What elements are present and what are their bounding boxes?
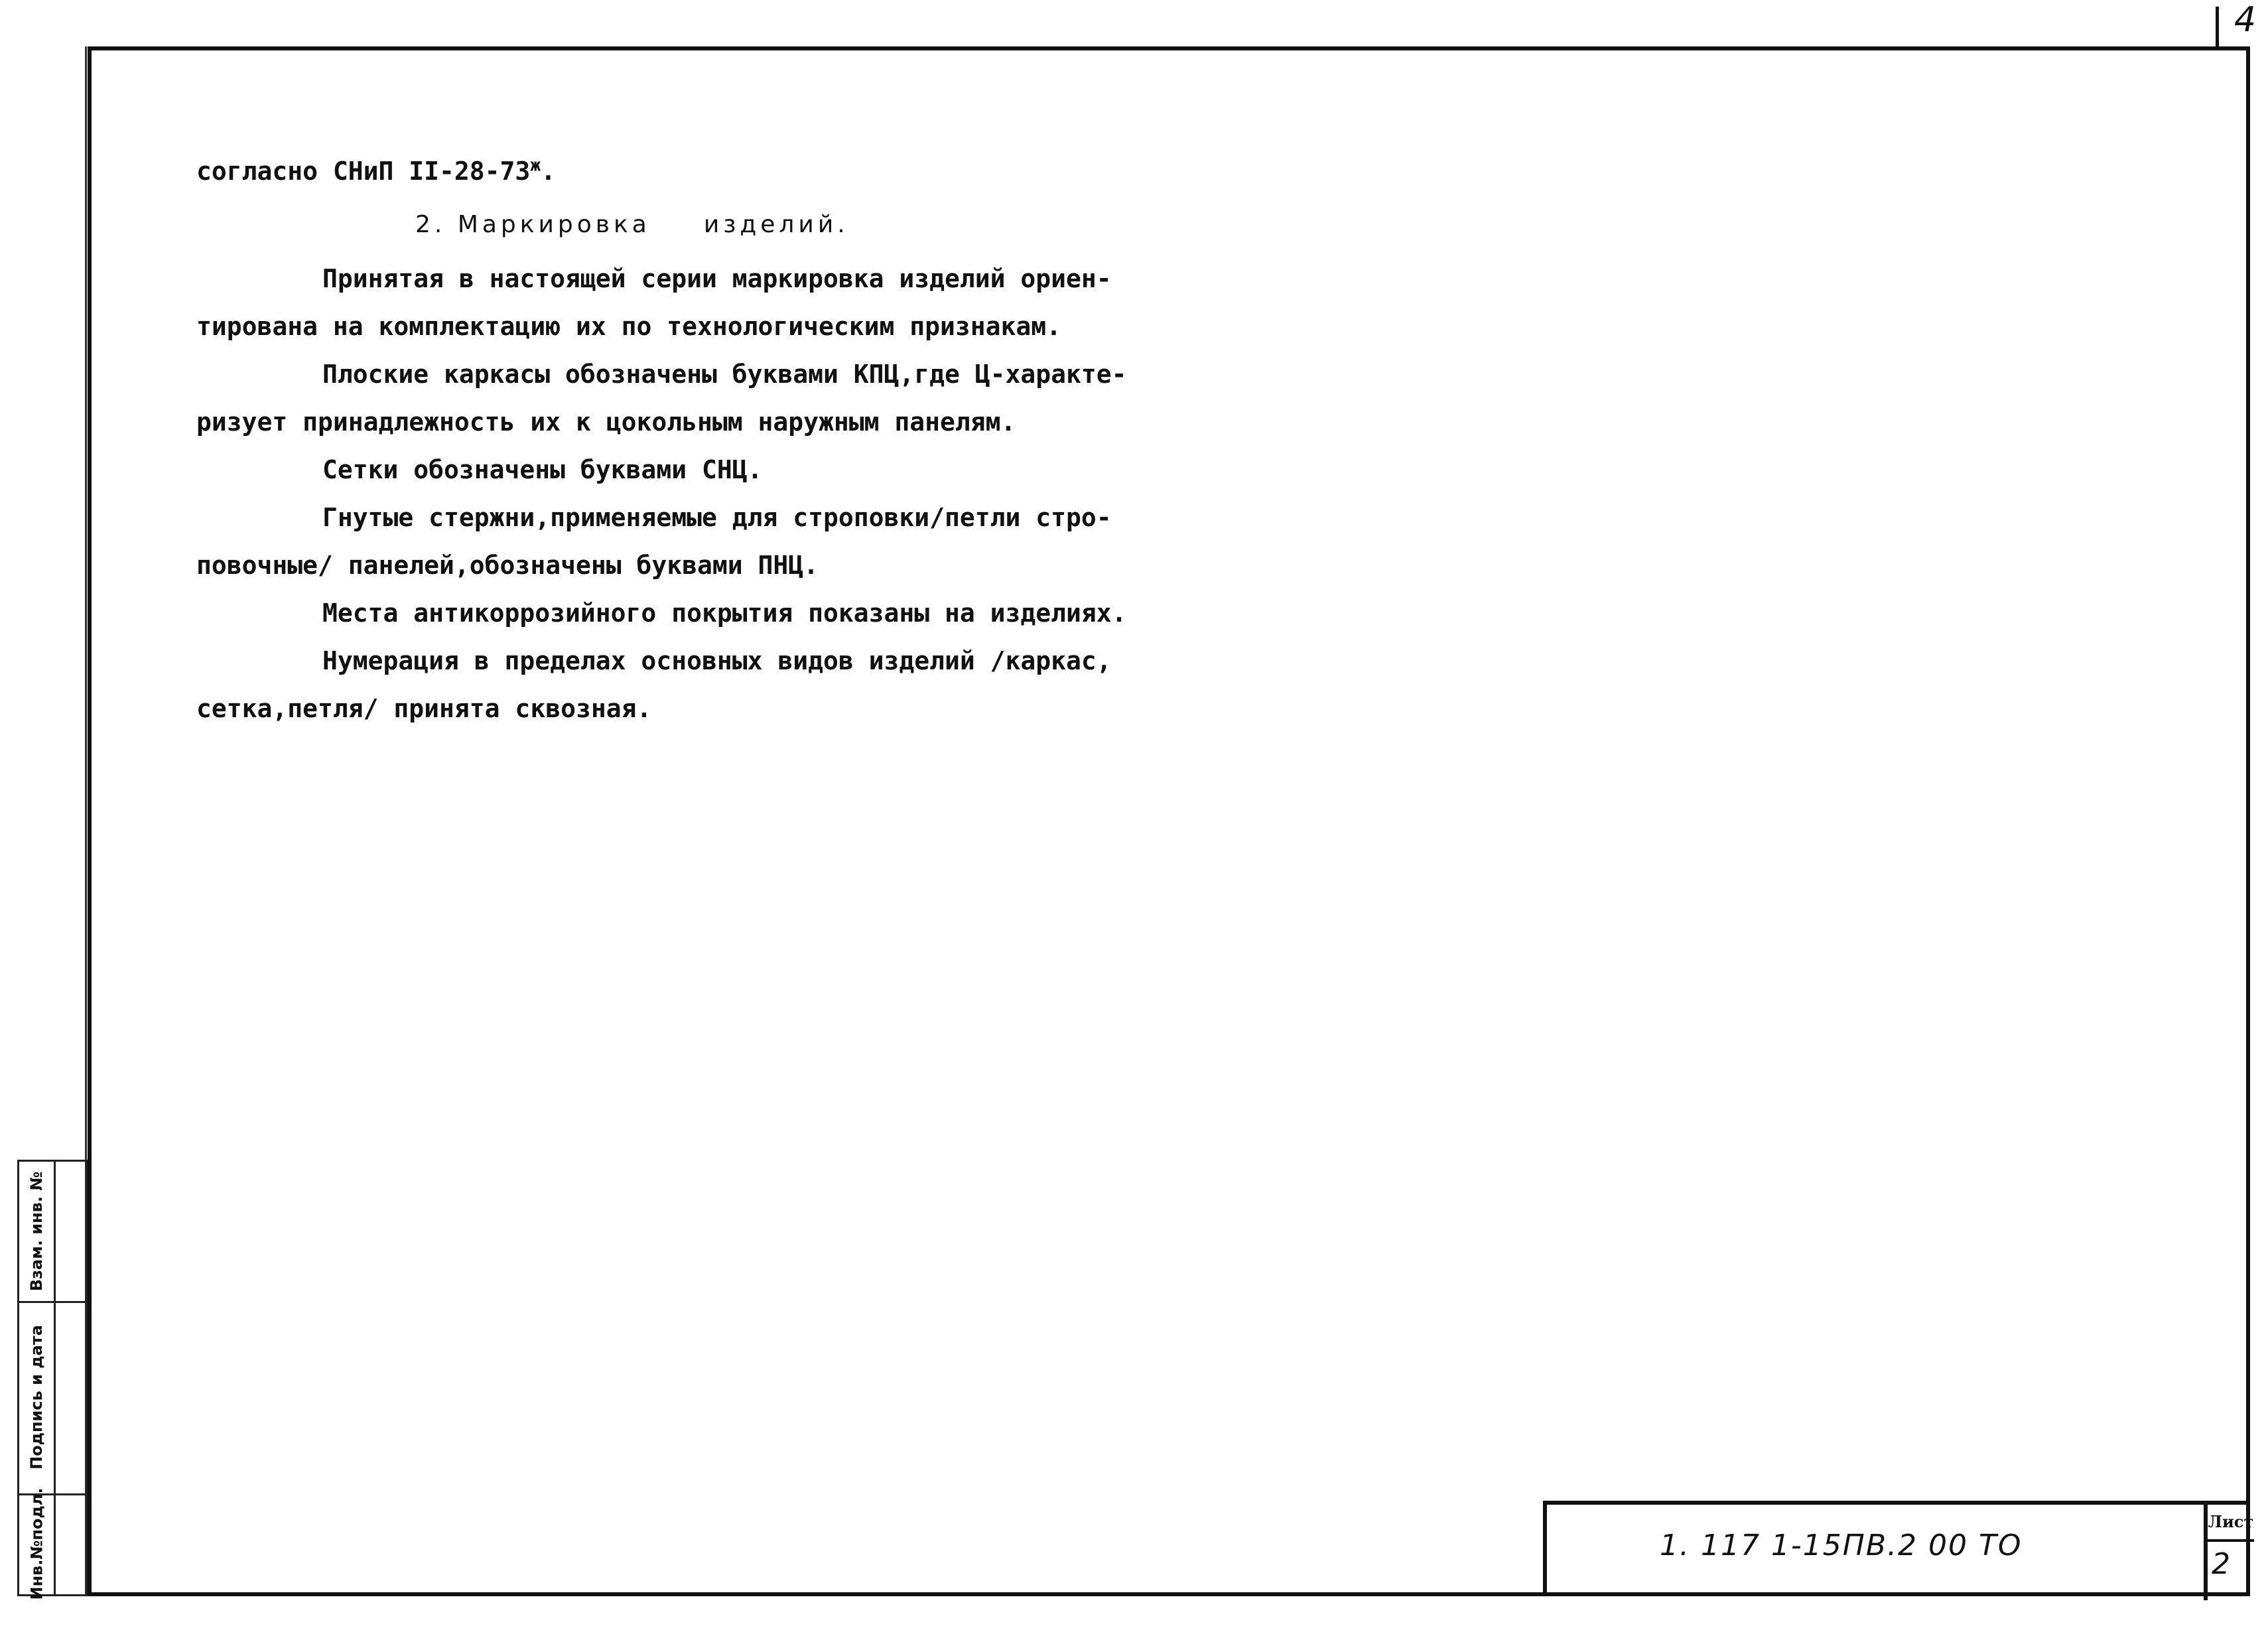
corner-page-number: 4	[2234, 0, 2257, 40]
side-label-signature-date: Подпись и дата	[27, 1325, 46, 1470]
paragraph-line: Принятая в настоящей серии маркировка изделий ориен-	[322, 264, 1112, 293]
sheet-cell	[2204, 1501, 2254, 1600]
paragraph-line: тирована на комплектацию их по технологическим признакам.	[196, 312, 1062, 341]
sheet-number: 2	[2212, 1547, 2230, 1581]
paragraph-line: Гнутые стержни,применяемые для строповки/петли стро-	[322, 503, 1112, 532]
paragraph-line: ризует принадлежность их к цокольным наружным панелям.	[196, 407, 1016, 437]
side-stamp-divider	[54, 1162, 56, 1594]
side-stamp	[17, 1160, 88, 1600]
paragraph-line: Сетки обозначены буквами СНЦ.	[322, 455, 763, 484]
paragraph-line: Плоские каркасы обозначены буквами КПЦ,где Ц-характе-	[322, 360, 1127, 389]
document-code: 1. 117 1-15ПВ.2 00 ТО	[1660, 1529, 2023, 1562]
body-text	[196, 147, 1125, 732]
corner-tick-mark	[2216, 7, 2219, 46]
paragraph-line: Места антикоррозийного покрытия показаны на изделиях.	[322, 598, 1127, 628]
paragraph-line: Нумерация в пределах основных видов изделий /каркас,	[322, 646, 1112, 675]
side-label-replacement-inv: Взам. инв. №	[27, 1171, 46, 1292]
paragraph-line: сетка,петля/ принята сквозная.	[196, 694, 652, 723]
superscript-mark: ж	[530, 155, 541, 176]
title-block	[1543, 1501, 2254, 1596]
paragraph-line: повочные/ панелей,обозначены буквами ПНЦ.	[196, 551, 819, 580]
text-line-snip: согласно СНиП $II-28-73^ж$.	[196, 155, 556, 186]
side-label-original-inv: Инв.№подл.	[27, 1487, 46, 1600]
section-heading: 2. Маркировка изделий.	[415, 211, 849, 238]
sheet-label: Лист	[2208, 1505, 2254, 1542]
